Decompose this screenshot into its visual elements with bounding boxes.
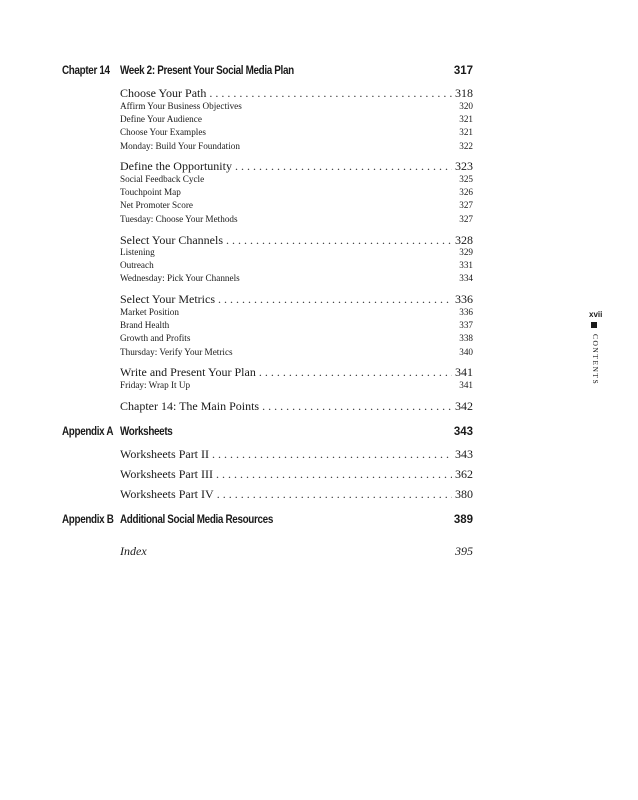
- page-number: xvii: [589, 310, 603, 319]
- subsection-page: 329: [459, 247, 473, 257]
- subsection-title: Affirm Your Business Objectives: [120, 101, 242, 111]
- toc-section-main-points[interactable]: [120, 399, 473, 414]
- square-bullet-icon: [591, 322, 597, 328]
- subsection-title: Friday: Wrap It Up: [120, 380, 191, 390]
- toc-subsection[interactable]: [120, 380, 473, 390]
- section-title: Select Your Metrics: [120, 292, 215, 306]
- section-page: 380: [455, 487, 473, 501]
- toc-subsection[interactable]: [120, 347, 473, 357]
- section-page: 323: [455, 159, 473, 173]
- index-title: Index: [120, 544, 147, 558]
- toc-subsection[interactable]: [120, 174, 473, 184]
- appendix-a-label: Appendix A: [62, 426, 114, 438]
- subsection-page: 327: [459, 200, 473, 210]
- subsection-title: Net Promoter Score: [120, 200, 193, 210]
- chapter-14-title[interactable]: Week 2: Present Your Social Media Plan: [120, 65, 294, 77]
- subsection-page: 334: [459, 273, 473, 283]
- subsection-page: 338: [459, 333, 473, 343]
- subsection-title: Define Your Audience: [120, 114, 202, 124]
- toc-subsection[interactable]: [120, 101, 473, 111]
- section-title: Chapter 14: The Main Points: [120, 399, 260, 413]
- section-page: 342: [455, 399, 473, 413]
- toc-section-select-your-channels[interactable]: [120, 233, 473, 248]
- subsection-page: 341: [459, 380, 473, 390]
- subsection-title: Thursday: Verify Your Metrics: [120, 347, 233, 357]
- section-page: 341: [455, 365, 473, 379]
- toc-index[interactable]: [120, 544, 473, 559]
- dot-leader: [209, 86, 452, 101]
- dot-leader: [259, 365, 452, 380]
- toc-subsection[interactable]: [120, 214, 473, 224]
- subsection-title: Listening: [120, 247, 155, 257]
- appendix-a-title[interactable]: Worksheets: [120, 426, 173, 438]
- toc-section-write-and-present-your-plan[interactable]: [120, 365, 473, 380]
- section-page: 362: [455, 467, 473, 481]
- toc-subsection[interactable]: [120, 260, 473, 270]
- subsection-title: Wednesday: Pick Your Channels: [120, 273, 240, 283]
- subsection-title: Social Feedback Cycle: [120, 174, 205, 184]
- index-page: 395: [455, 544, 473, 558]
- subsection-title: Brand Health: [120, 320, 170, 330]
- appendix-b-title[interactable]: Additional Social Media Resources: [120, 514, 273, 526]
- subsection-page: 321: [459, 114, 473, 124]
- toc-section-define-the-opportunity[interactable]: [120, 159, 473, 174]
- subsection-page: 326: [459, 187, 473, 197]
- toc-section-select-your-metrics[interactable]: [120, 292, 473, 307]
- toc-section-worksheets-part-ii[interactable]: [120, 447, 473, 462]
- toc-subsection[interactable]: [120, 320, 473, 330]
- dot-leader: [212, 447, 452, 462]
- section-title: Define the Opportunity: [120, 159, 232, 173]
- section-title: Choose Your Path: [120, 86, 207, 100]
- section-page: 328: [455, 233, 473, 247]
- subsection-page: 327: [459, 214, 473, 224]
- toc-section-worksheets-part-iii[interactable]: [120, 467, 473, 482]
- toc-subsection[interactable]: [120, 247, 473, 257]
- toc-subsection[interactable]: [120, 187, 473, 197]
- dot-leader: [226, 233, 452, 248]
- subsection-page: 340: [459, 347, 473, 357]
- subsection-page: 331: [459, 260, 473, 270]
- subsection-title: Tuesday: Choose Your Methods: [120, 214, 238, 224]
- subsection-title: Outreach: [120, 260, 154, 270]
- section-title: Select Your Channels: [120, 233, 223, 247]
- running-head-contents: CONTENTS: [591, 334, 600, 386]
- section-page: 336: [455, 292, 473, 306]
- subsection-page: 321: [459, 127, 473, 137]
- section-page: 318: [455, 86, 473, 100]
- subsection-page: 320: [459, 101, 473, 111]
- toc-subsection[interactable]: [120, 127, 473, 137]
- subsection-page: 325: [459, 174, 473, 184]
- section-title: Worksheets Part IV: [120, 487, 214, 501]
- chapter-14-label: Chapter 14: [62, 65, 110, 77]
- chapter-14-page: 317: [453, 65, 473, 77]
- subsection-title: Monday: Build Your Foundation: [120, 141, 240, 151]
- dot-leader: [217, 487, 452, 502]
- section-title: Write and Present Your Plan: [120, 365, 256, 379]
- subsection-title: Choose Your Examples: [120, 127, 207, 137]
- dot-leader: [218, 292, 452, 307]
- section-title: Worksheets Part II: [120, 447, 210, 461]
- appendix-b-label: Appendix B: [62, 514, 114, 526]
- subsection-page: 322: [459, 141, 473, 151]
- toc-section-worksheets-part-iv[interactable]: [120, 487, 473, 502]
- subsection-title: Market Position: [120, 307, 179, 317]
- toc-subsection[interactable]: [120, 141, 473, 151]
- toc-subsection[interactable]: [120, 333, 473, 343]
- dot-leader: [262, 399, 452, 414]
- toc-subsection[interactable]: [120, 307, 473, 317]
- appendix-b-page: 389: [453, 514, 473, 526]
- subsection-page: 337: [459, 320, 473, 330]
- toc-subsection[interactable]: [120, 273, 473, 283]
- subsection-title: Growth and Profits: [120, 333, 191, 343]
- section-title: Worksheets Part III: [120, 467, 214, 481]
- toc-subsection[interactable]: [120, 200, 473, 210]
- dot-leader: [216, 467, 452, 482]
- toc-subsection[interactable]: [120, 114, 473, 124]
- subsection-page: 336: [459, 307, 473, 317]
- subsection-title: Touchpoint Map: [120, 187, 181, 197]
- dot-leader: [235, 159, 452, 174]
- appendix-a-page: 343: [453, 426, 473, 438]
- section-page: 343: [455, 447, 473, 461]
- toc-section-choose-your-path[interactable]: [120, 86, 473, 101]
